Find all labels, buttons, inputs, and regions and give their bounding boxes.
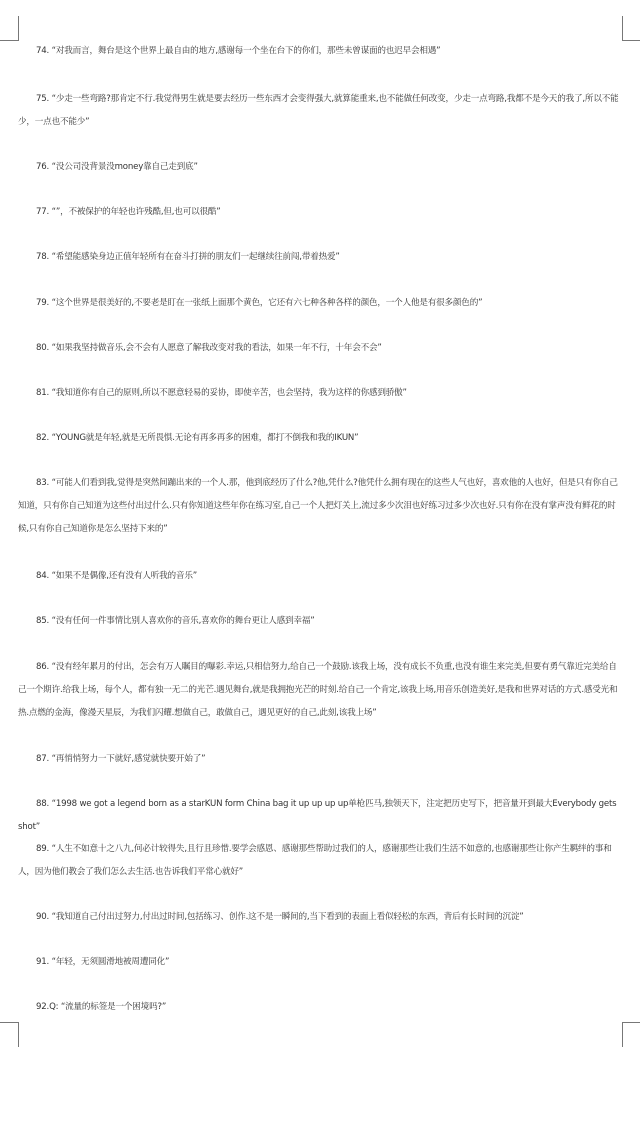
entry-text: “YOUNG就是年轻,就是无所畏惧.无论有再多再多的困难，都打不倒我和我的IKUN” [51,433,359,443]
entry-number: 84. [36,571,50,581]
entry-number: 80. [36,343,50,353]
entry-text: “流量的标签是一个困境吗?” [60,1002,167,1012]
quote-entry-82 [18,427,622,450]
entry-number: 91. [36,957,50,967]
quote-entry-84 [18,565,622,588]
quote-entry-89 [18,838,622,884]
entry-text: “再悄悄努力一下就好,感觉就快要开始了” [51,754,206,764]
entry-number: 86. [36,662,50,672]
entry-number: 75. [36,94,50,104]
quote-entry-90 [18,906,622,929]
entry-text: “对我而言，舞台是这个世界上最自由的地方,感谢每一个坐在台下的你们，那些未曾谋面的也迟早会相遇” [51,46,441,56]
entry-number: 90. [36,912,50,922]
quote-entry-80 [18,337,622,360]
entry-number: 74. [36,46,50,56]
entry-number: 82. [36,433,50,443]
quote-entry-86 [18,656,622,725]
quote-entry-78 [18,246,622,269]
entry-text: “可能人们看到我,觉得是突然间蹦出来的一个人.那，他到底经历了什么?他,凭什么?他凭什么拥有现在的这些人气也好，喜欢他的人也好，但是只有你自己知道，只有你自己知道为这些付出过什么.只有你知道这些年你在练习室,自己一个人把灯关上,流过多少次泪也好练习过多少次也好.只有你在没有掌声没有鲜花的时候,只有你自己知道你是怎么坚持下来的” [18,478,618,534]
quote-entry-87 [18,748,622,771]
quote-entry-77 [18,201,622,224]
entry-text: “没有经年累月的付出，怎会有万人瞩目的曝彩.幸运,只相信努力,给自己一个鼓励.该我上场，没有成长不负重,也没有谁生来完美,但要有勇气靠近完美给自己一个期许.给我上场，每个人，都有独一无二的光芒.遇见舞台,就是我拥抱光芒的时刻.给自己一个肯定,该我上场,用音乐创造美好,是我和世界对话的方式.感受光和热.点燃的金海，像漫天星辰，为我们闪耀.想做自己，敢做自己，遇见更好的自己,此刻,该我上场” [18,662,618,718]
quote-entry-74 [18,40,622,63]
entry-text: “人生不如意十之八九,何必计较得失,且行且珍惜.要学会感恩、感谢那些帮助过我们的人，感谢那些让我们生活不如意的,也感谢那些让你产生羁绊的事和人，因为他们教会了我们怎么去生活.也告诉我们平常心就好” [18,844,612,877]
entry-text: “我知道你有自己的原则,所以不愿意轻易的妥协，即使辛苦，也会坚持，我为这样的你感到骄傲” [51,388,407,398]
quote-entry-83 [18,472,622,541]
quote-entry-79 [18,292,622,315]
entry-text: “如果我坚持做音乐,会不会有人愿意了解我改变对我的看法，如果一年不行，十年会不会” [51,343,382,353]
crop-mark-top-right [622,16,640,41]
crop-mark-bottom-right [622,1022,640,1047]
entry-number: 89. [36,844,50,854]
quote-entry-75 [18,88,622,134]
quote-entry-85 [18,610,622,633]
entry-text: “年轻，无须圆滑地被周遭同化” [51,957,170,967]
quote-entry-81 [18,382,622,405]
quote-entry-92 [18,996,622,1019]
entry-number: 78. [36,252,50,262]
entry-number: 76. [36,162,50,172]
quote-entry-91 [18,951,622,974]
entry-text: “如果不是偶像,还有没有人听我的音乐” [51,571,197,581]
entry-text: “”，不被保护的年轻也许残酷,但,也可以很酷” [51,207,221,217]
entry-number: 87. [36,754,50,764]
entry-text: “我知道自己付出过努力,付出过时间,包括练习、创作.这不是一瞬间的,当下看到的表面上看似轻松的东西，背后有长时间的沉淀” [51,912,524,922]
entry-text: “1998 we got a legend born as a starKUN form China bag it up up up up单枪匹马,独领天下，注定把历史写下，把音量开到最大Everybody gets shot” [18,799,617,832]
entry-number: 79. [36,298,50,308]
entry-number: 88. [36,799,50,809]
quote-entry-76 [18,156,622,179]
entry-number: 83. [36,478,50,488]
entry-number: 85. [36,616,50,626]
crop-mark-top-left [0,16,19,41]
entry-text: “这个世界是很美好的,不要老是盯在一张纸上面那个黄色，它还有六七种各种各样的颜色，一个人他是有很多颜色的” [51,298,483,308]
entry-number: 77. [36,207,50,217]
crop-mark-bottom-left [0,1022,19,1047]
entry-text: “没公司没背景没money靠自己走到底” [51,162,198,172]
entry-text: “希望能感染身边正值年轻所有在奋斗打拼的朋友们一起继续往前闯,带着热爱” [51,252,340,262]
quote-entry-88 [18,793,622,839]
entry-number: 81. [36,388,50,398]
entry-number: 92.Q: [36,1002,59,1012]
entry-text: “没有任何一件事情比别人喜欢你的音乐,喜欢你的舞台更让人感到幸福” [51,616,315,626]
entry-text: “少走一些弯路?那肯定不行.我觉得男生就是要去经历一些东西才会变得强大,就算能重来,也不能做任何改变，少走一点弯路,我都不是今天的我了,所以不能少，一点也不能少” [18,94,619,127]
